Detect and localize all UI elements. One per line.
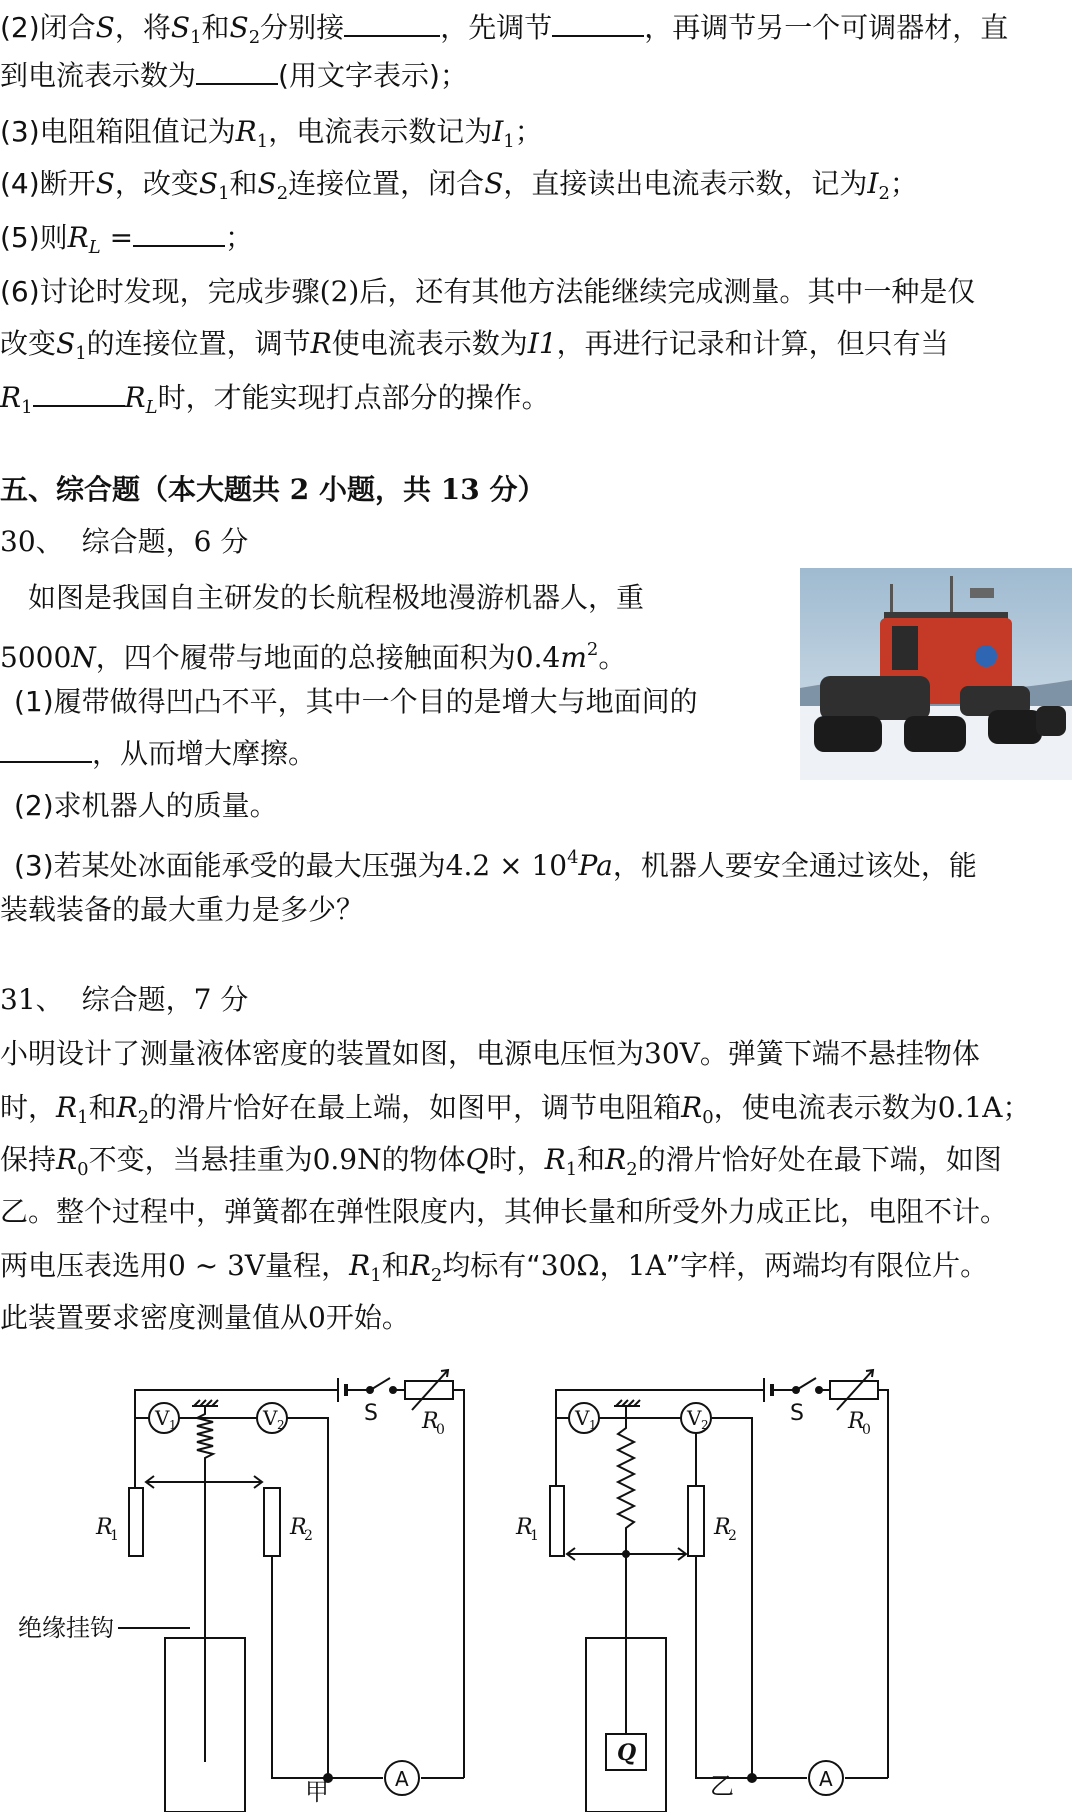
answer-blank[interactable] xyxy=(133,219,225,247)
v2-label-yi: V xyxy=(687,1406,702,1430)
v1-label-yi: V xyxy=(575,1406,590,1430)
v1-label-jia: V xyxy=(155,1406,170,1430)
q30-sub3-line1: (3)若某处冰面能承受的最大压强为$4.2 \times 10^4Pa$，机器人要安全通过该处，能 xyxy=(14,847,977,882)
circuit-yi xyxy=(550,1370,888,1812)
answer-blank[interactable] xyxy=(196,57,278,85)
q29-step5: (5)则$R_L$ = ； xyxy=(0,221,254,258)
q30-sub1-line1: (1)履带做得凹凸不平，其中一个目的是增大与地面间的 xyxy=(14,685,698,718)
q30-intro-line1: 如图是我国自主研发的长航程极地漫游机器人，重 xyxy=(28,581,645,614)
q30-sub2: (2)求机器人的质量。 xyxy=(14,789,278,822)
polar-robot-photo xyxy=(800,568,1072,780)
r0-label-jia: R xyxy=(422,1409,439,1434)
svg-text:2: 2 xyxy=(728,1528,737,1544)
q30-sub3-line2: 装载装备的最大重力是多少？ xyxy=(0,893,365,926)
insulated-hook-label: 绝缘挂钩 xyxy=(18,1614,114,1642)
r1-label-yi: R xyxy=(516,1515,533,1540)
svg-text:0: 0 xyxy=(862,1422,871,1438)
answer-blank[interactable] xyxy=(0,735,92,763)
r2-label-yi: R xyxy=(714,1515,731,1540)
q29-step3: (3)电阻箱阻值记为$R_1$，电流表示数记为$I_1$； xyxy=(0,115,543,152)
svg-text:1: 1 xyxy=(110,1528,119,1544)
q29-step6-line3: $R_1$ $R_L$时，才能实现打点部分的操作。 xyxy=(0,381,550,418)
r1-label-jia: R xyxy=(96,1515,113,1540)
q31-header: 31、 综合题，7 分 xyxy=(0,983,249,1016)
q31-line5: 两电压表选用0 ~ 3V量程，$R_1$和$R_2$均标有“30Ω，1A”字样，两端均有限位片。 xyxy=(0,1249,989,1286)
svg-text:2: 2 xyxy=(277,1418,285,1432)
svg-text:1: 1 xyxy=(169,1418,177,1432)
q31-line1: 小明设计了测量液体密度的装置如图，电源电压恒为30V。弹簧下端不悬挂物体 xyxy=(0,1037,980,1070)
switch-label-yi: S xyxy=(790,1401,804,1426)
object-q-label: Q xyxy=(617,1740,637,1766)
q31-line4: 乙。整个过程中，弹簧都在弹性限度内，其伸长量和所受外力成正比，电阻不计。 xyxy=(0,1195,1009,1228)
r0-label-yi: R xyxy=(848,1409,865,1434)
answer-blank[interactable] xyxy=(33,379,125,407)
svg-text:0: 0 xyxy=(436,1422,445,1438)
r2-label-jia: R xyxy=(290,1515,307,1540)
section-title: 五、综合题（本大题共 2 小题，共 13 分） xyxy=(0,473,546,506)
q31-line2: 时，$R_1$和$R_2$的滑片恰好在最上端，如图甲，调节电阻箱$R_0$，使电流表示数为0.1A； xyxy=(0,1091,1031,1128)
caption-jia: 甲 xyxy=(305,1778,329,1806)
q30-header: 30、 综合题，6 分 xyxy=(0,525,249,558)
caption-yi: 乙 xyxy=(710,1772,734,1800)
q31-line3: 保持$R_0$不变，当悬挂重为0.9N的物体Q时，$R_1$和$R_2$的滑片恰好处在最下端，如图 xyxy=(0,1143,1002,1180)
ammeter-label-yi: A xyxy=(819,1767,833,1791)
q29-step6-line1: (6)讨论时发现，完成步骤(2)后，还有其他方法能继续完成测量。其中一种是仅 xyxy=(0,275,976,308)
circuit-diagrams xyxy=(0,1358,1080,1812)
q29-step2-line1: (2)闭合S，将$S_1$和$S_2$分别接 ，先调节 ，再调节另一个可调器材，直 xyxy=(0,11,1009,48)
svg-text:1: 1 xyxy=(530,1528,539,1544)
switch-label-jia: S xyxy=(364,1401,378,1426)
q29-step6-line2: 改变$S_1$的连接位置，调节R使电流表示数为I1，再进行记录和计算，但只有当 xyxy=(0,327,949,364)
q30-intro-line2: 5000N，四个履带与地面的总接触面积为$0.4m^2$。 xyxy=(0,639,627,674)
answer-blank[interactable] xyxy=(344,9,440,37)
svg-text:1: 1 xyxy=(589,1418,597,1432)
q29-step2-line2: 到电流表示数为 (用文字表示)； xyxy=(0,59,468,92)
q30-sub1-line2: ，从而增大摩擦。 xyxy=(0,734,316,774)
ammeter-label-jia: A xyxy=(395,1767,409,1791)
svg-text:2: 2 xyxy=(701,1418,709,1432)
q29-step4: (4)断开S，改变$S_1$和$S_2$连接位置，闭合S，直接读出电流表示数，记为$I_2$； xyxy=(0,167,918,204)
svg-text:2: 2 xyxy=(304,1528,313,1544)
circuit-jia xyxy=(118,1370,464,1812)
q31-line6: 此装置要求密度测量值从0开始。 xyxy=(0,1301,410,1334)
v2-label-jia: V xyxy=(263,1406,278,1430)
answer-blank[interactable] xyxy=(552,9,644,37)
